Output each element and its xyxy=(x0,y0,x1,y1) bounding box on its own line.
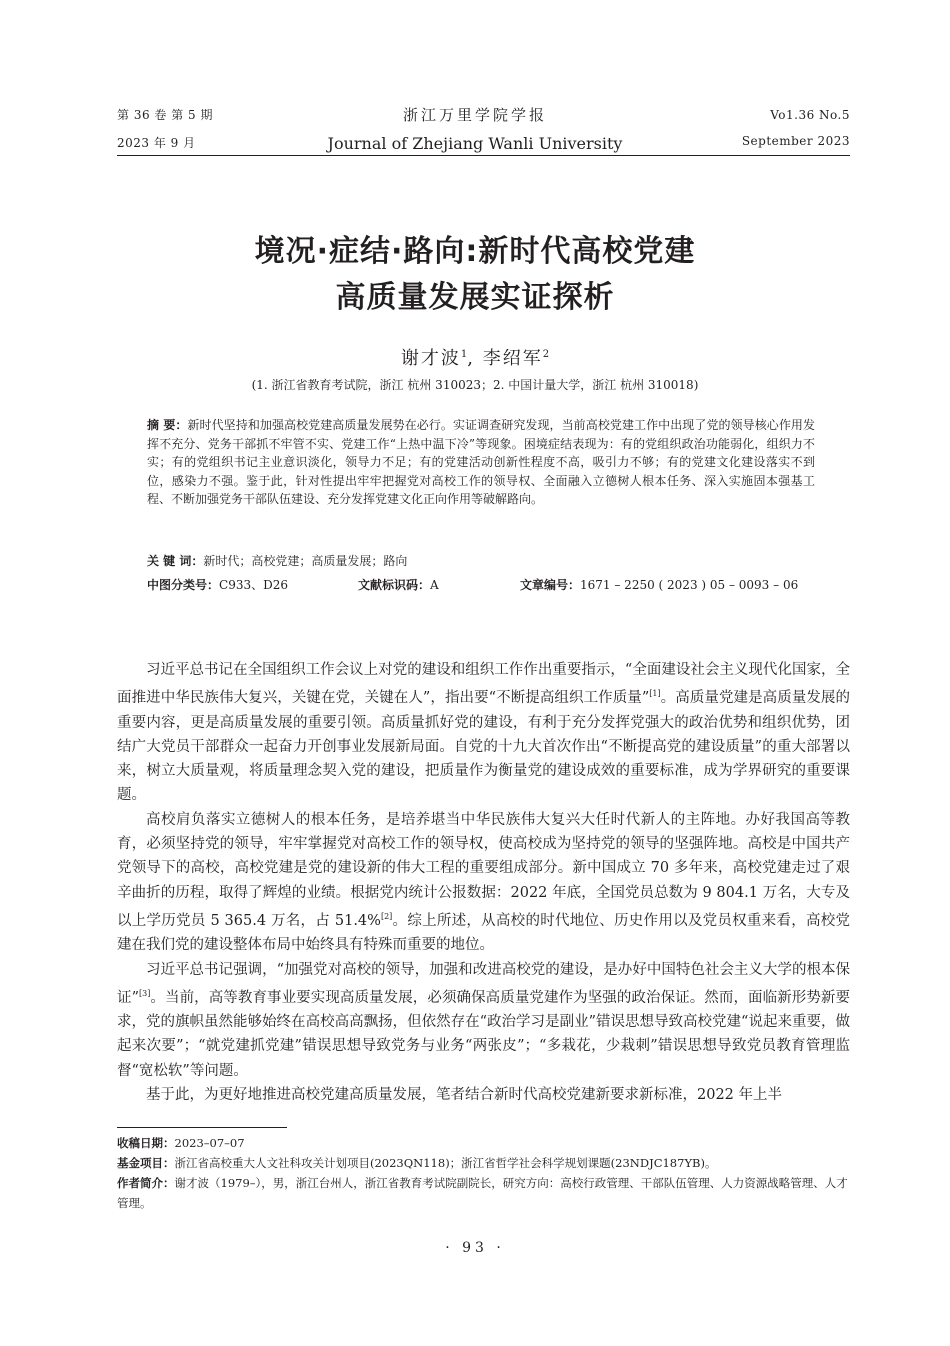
author-bio xyxy=(117,1173,850,1213)
article-number-label: 文章编号： xyxy=(520,578,581,592)
document-code xyxy=(358,576,439,593)
issue-date-en: September 2023 xyxy=(741,134,850,148)
paragraph-text: 。当前，高等教育事业要实现高质量发展，必须确保高质量党建作为坚强的政治保证。然而，面临新形势新要求，党的旗帜虽然能够始终在高校高高飘扬，但依然存在“政治学习是副业”错误思想导致高校党建“说起来重要，做起来次要”；“就党建抓党建”错误思想导致党务与业务“两张皮”；“多栽花，少栽刺”错误思想导致党员教育管理监督“宽松软”等问题。 xyxy=(117,989,850,1079)
clc-value: C933、D26 xyxy=(219,578,288,592)
document-code-value: A xyxy=(430,578,439,592)
received-date xyxy=(117,1133,850,1153)
paragraph-text: 习近平总书记在全国组织工作会议上对党的建设和组织工作作出重要指示，“全面建设社会主义现代化国家，全面推进中华民族伟大复兴，关键在党，关键在人”，指出要“不断提高组织工作质量” xyxy=(117,662,850,707)
paragraph xyxy=(117,808,850,958)
citation: [1] xyxy=(649,689,661,699)
paragraph-text: 。高质量党建是高质量发展的重要内容，更是高质量发展的重要引领。高质量抓好党的建设，有利于充分发挥党强大的政治优势和组织优势，团结广大党员干部群众一起奋力开创事业发展新局面。自党的十九大首次作出“不断提高党的建设质量”的重大部署以来，树立大质量观，将质量理念契入党的建设，把质量作为衡量党的建设成效的重要标准，成为学界研究的重要课题。 xyxy=(117,690,850,804)
keywords xyxy=(147,552,407,569)
author-bio-value: 谢才波（1979–），男，浙江台州人，浙江省教育考试院副院长，研究方向：高校行政管理、干部队伍管理、人力资源战略管理、人才管理。 xyxy=(117,1176,848,1210)
footnote-rule xyxy=(117,1127,287,1128)
volume-en: Vo1.36 No.5 xyxy=(770,108,850,122)
document-code-label: 文献标识码： xyxy=(358,578,431,592)
abstract-text: 新时代坚持和加强高校党建高质量发展势在必行。实证调查研究发现，当前高校党建工作中出现了党的领导核心作用发挥不充分、党务干部抓不牢管不实、党建工作“上热中温下冷”等现象。困境症结表现为：有的党组织政治功能弱化，组织力不实；有的党组织书记主业意识淡化，领导力不足；有的党建活动创新性程度不高，吸引力不够；有的党建文化建设落实不到位，感染力不强。鉴于此，针对性提出牢牢把握党对高校工作的领导权、全面融入立德树人根本任务、深入实施固本强基工程、不断加强党务干部队伍建设、充分发挥党建文化正向作用等破解路向。 xyxy=(147,418,815,507)
article-title-line1: 境况·症结·路向:新时代高校党建 xyxy=(254,234,696,269)
clc-label: 中图分类号： xyxy=(147,578,220,592)
author-sup-1: 1 xyxy=(460,349,468,360)
citation: [2] xyxy=(380,911,393,921)
author-name-1: 谢才波 xyxy=(400,348,461,369)
fund-label: 基金项目： xyxy=(117,1156,175,1170)
received-value: 2023–07–07 xyxy=(174,1136,245,1150)
abstract-label: 摘 要： xyxy=(147,418,188,432)
affiliation: (1. 浙江省教育考试院，浙江 杭州 310023；2. 中国计量大学，浙江 杭州 310018) xyxy=(251,378,699,392)
author-bio-label: 作者简介： xyxy=(117,1176,175,1190)
journal-name-en: Journal of Zhejiang Wanli University xyxy=(327,134,623,153)
paragraph xyxy=(117,658,850,808)
paragraph-text: 基于此，为更好地推进高校党建高质量发展，笔者结合新时代高校党建新要求新标准，2022 年上半 xyxy=(146,1087,783,1104)
header-rule xyxy=(117,155,850,156)
fund-value: 浙江省高校重大人文社科攻关计划项目(2023QN118)；浙江省哲学社会科学规划课题(23NDJC187YB)。 xyxy=(174,1156,717,1170)
article-title-line2: 高质量发展实证探析 xyxy=(335,280,615,315)
paragraph xyxy=(117,958,850,1083)
keywords-label: 关 键 词： xyxy=(147,554,204,568)
page-number: · 93 · xyxy=(445,1240,505,1256)
journal-name-cn: 浙江万里学院学报 xyxy=(402,106,547,124)
abstract xyxy=(147,416,815,509)
issue-date-cn: 2023 年 9 月 xyxy=(117,136,196,150)
footnotes xyxy=(117,1133,850,1213)
author-sup-2: 2 xyxy=(542,349,550,360)
paragraph-text: 高校肩负落实立德树人的根本任务，是培养堪当中华民族伟大复兴大任时代新人的主阵地。办好我国高等教育，必须坚持党的领导，牢牢掌握党对高校工作的领导权，使高校成为坚持党的领导的坚强阵地。高校是中国共产党领导下的高校，高校党建是党的建设新的伟大工程的重要组成部分。新中国成立 70 多年来，高校党建走过了艰辛曲折的历程，取得了辉煌的业绩。根据党内统计公报数据：2022 年底，全国党员总数为 9 804.1 万名，大专及以上学历党员 5 365.4 万名，占 51.4% xyxy=(117,811,850,929)
author-separator: , xyxy=(467,348,483,369)
authors xyxy=(0,344,950,370)
author-name-2: 李绍军 xyxy=(482,348,543,369)
article-number-value: 1671 – 2250 ( 2023 ) 05 – 0093 – 06 xyxy=(580,578,799,592)
clc-number xyxy=(147,576,288,593)
received-label: 收稿日期： xyxy=(117,1136,175,1150)
volume-issue: 第 36 卷 第 5 期 xyxy=(117,108,213,122)
paragraph-text: 。综上所述，从高校的时代地位、历史作用以及党员权重来看，高校党建在我们党的建设整体布局中始终具有特殊而重要的地位。 xyxy=(117,912,850,954)
paragraph xyxy=(117,1083,850,1107)
citation: [3] xyxy=(139,988,151,998)
article-number xyxy=(520,576,798,593)
body-text xyxy=(117,658,850,1107)
keywords-text: 新时代；高校党建；高质量发展；路向 xyxy=(203,554,408,568)
paragraph-text: 习近平总书记强调，“加强党对高校的领导，加强和改进高校党的建设，是办好中国特色社会主义大学的根本保证” xyxy=(117,961,850,1006)
fund-project xyxy=(117,1153,850,1173)
